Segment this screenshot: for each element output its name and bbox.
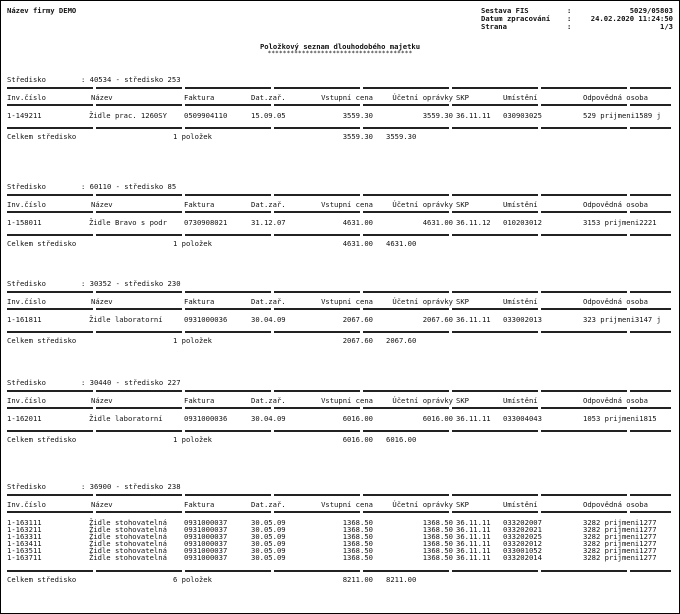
total-count: 1 položek	[173, 239, 212, 248]
cost-center-label: Středisko	[7, 279, 46, 288]
col-header-date: Dat.zař.	[251, 500, 286, 509]
row-person: 3282 prijmeni1277	[583, 539, 657, 548]
row-date: 30.05.09	[251, 525, 286, 534]
colon: :	[567, 22, 572, 31]
col-header-skp: SKP	[456, 200, 469, 209]
total-label: Celkem středisko	[7, 239, 77, 248]
row-name: Židle laboratorní	[89, 315, 163, 324]
row-invoice: 0931000037	[184, 539, 228, 548]
col-header-price: Vstupní cena	[321, 200, 373, 209]
col-header-skp: SKP	[456, 500, 469, 509]
col-header-person: Odpovědná osoba	[583, 297, 648, 306]
col-header-location: Umístění	[503, 396, 538, 405]
dashed-separator	[7, 430, 671, 432]
total-count: 1 položek	[173, 132, 212, 141]
row-name: Židle stohovatelná	[89, 532, 167, 541]
col-header-skp: SKP	[456, 93, 469, 102]
total-label: Celkem středisko	[7, 575, 77, 584]
row-location: 010203012	[503, 218, 542, 227]
date-label: Datum zpracování	[481, 14, 551, 23]
row-invoice: 0931000037	[184, 532, 228, 541]
col-header-depreciation: Účetní oprávky	[392, 93, 453, 102]
col-header-date: Dat.zař.	[251, 93, 286, 102]
row-inv-number: 1-149211	[7, 111, 42, 120]
row-invoice: 0931000037	[184, 553, 228, 562]
row-depreciation: 1368.50	[422, 532, 453, 541]
row-skp: 36.11.11	[456, 414, 491, 423]
row-person: 3282 prijmeni1277	[583, 532, 657, 541]
row-inv-number: 1-163511	[7, 546, 42, 555]
col-header-depreciation: Účetní oprávky	[392, 200, 453, 209]
col-header-name: Název	[91, 297, 113, 306]
total-depreciation: 3559.30	[386, 132, 417, 141]
row-name: Židle stohovatelná	[89, 525, 167, 534]
col-header-inv: Inv.číslo	[7, 396, 46, 405]
title-underline: **************************************	[267, 50, 413, 57]
row-location: 033002013	[503, 315, 542, 324]
dashed-separator	[7, 511, 671, 513]
row-skp: 36.11.11	[456, 525, 491, 534]
col-header-invoice: Faktura	[184, 500, 215, 509]
row-location: 033202007	[503, 518, 542, 527]
row-date: 30.04.09	[251, 315, 286, 324]
row-inv-number: 1-163211	[7, 525, 42, 534]
row-invoice: 0931000036	[184, 315, 228, 324]
row-date: 30.05.09	[251, 553, 286, 562]
row-name: Židle prac. 1260SY	[89, 111, 167, 120]
row-skp: 36.11.11	[456, 539, 491, 548]
dashed-separator	[7, 291, 671, 293]
dashed-separator	[7, 494, 671, 496]
total-label: Celkem středisko	[7, 132, 77, 141]
col-header-price: Vstupní cena	[321, 396, 373, 405]
row-person: 3153 prijmeni2221	[583, 218, 657, 227]
total-count: 1 položek	[173, 435, 212, 444]
row-person: 3282 prijmeni1277	[583, 525, 657, 534]
total-price: 4631.00	[342, 239, 373, 248]
cost-center-value: : 60110 - středisko 85	[81, 182, 177, 191]
page-number: 1/3	[660, 22, 673, 31]
col-header-location: Umístění	[503, 500, 538, 509]
row-inv-number: 1-163711	[7, 553, 42, 562]
row-price: 6016.00	[342, 414, 373, 423]
page-title: Položkový seznam dlouhodobého majetku	[259, 42, 421, 51]
total-depreciation: 2067.60	[386, 336, 417, 345]
row-invoice: 0730908021	[184, 218, 228, 227]
col-header-depreciation: Účetní oprávky	[392, 297, 453, 306]
col-header-skp: SKP	[456, 297, 469, 306]
col-header-name: Název	[91, 93, 113, 102]
col-header-person: Odpovědná osoba	[583, 93, 648, 102]
row-depreciation: 6016.00	[422, 414, 453, 423]
col-header-inv: Inv.číslo	[7, 93, 46, 102]
col-header-depreciation: Účetní oprávky	[392, 500, 453, 509]
row-skp: 36.11.12	[456, 218, 491, 227]
col-header-location: Umístění	[503, 297, 538, 306]
row-invoice: 0931000036	[184, 414, 228, 423]
row-depreciation: 1368.50	[422, 525, 453, 534]
cost-center-label: Středisko	[7, 378, 46, 387]
dashed-separator	[7, 570, 671, 572]
cost-center-label: Středisko	[7, 482, 46, 491]
col-header-date: Dat.zař.	[251, 200, 286, 209]
total-count: 1 položek	[173, 336, 212, 345]
row-price: 1368.50	[342, 525, 373, 534]
dashed-separator	[7, 390, 671, 392]
dashed-separator	[7, 331, 671, 333]
row-skp: 36.11.11	[456, 111, 491, 120]
row-invoice: 0931000037	[184, 525, 228, 534]
report-code: 5029/05803	[629, 6, 673, 15]
row-price: 1368.50	[342, 553, 373, 562]
row-depreciation: 1368.50	[422, 546, 453, 555]
row-inv-number: 1-158011	[7, 218, 42, 227]
dashed-separator	[7, 104, 671, 106]
row-inv-number: 1-163311	[7, 532, 42, 541]
row-skp: 36.11.11	[456, 532, 491, 541]
total-price: 3559.30	[342, 132, 373, 141]
col-header-name: Název	[91, 396, 113, 405]
company-name: Název firmy DEMO	[7, 6, 77, 15]
row-date: 30.05.09	[251, 539, 286, 548]
col-header-price: Vstupní cena	[321, 297, 373, 306]
cost-center-label: Středisko	[7, 75, 46, 84]
row-person: 323 prijmeni3147 j	[583, 315, 661, 324]
total-depreciation: 6016.00	[386, 435, 417, 444]
row-name: Židle stohovatelná	[89, 539, 167, 548]
col-header-skp: SKP	[456, 396, 469, 405]
row-inv-number: 1-163411	[7, 539, 42, 548]
total-label: Celkem středisko	[7, 435, 77, 444]
col-header-person: Odpovědná osoba	[583, 396, 648, 405]
col-header-invoice: Faktura	[184, 93, 215, 102]
row-date: 30.04.09	[251, 414, 286, 423]
col-header-name: Název	[91, 500, 113, 509]
row-location: 033202021	[503, 525, 542, 534]
row-invoice: 0931000037	[184, 518, 228, 527]
row-price: 1368.50	[342, 532, 373, 541]
row-depreciation: 3559.30	[422, 111, 453, 120]
total-depreciation: 8211.00	[386, 575, 417, 584]
total-price: 2067.60	[342, 336, 373, 345]
dashed-separator	[7, 407, 671, 409]
col-header-inv: Inv.číslo	[7, 500, 46, 509]
row-name: Židle stohovatelná	[89, 546, 167, 555]
cost-center-value: : 30440 - středisko 227	[81, 378, 181, 387]
col-header-invoice: Faktura	[184, 200, 215, 209]
total-count: 6 položek	[173, 575, 212, 584]
row-invoice: 0931000037	[184, 546, 228, 555]
row-location: 033202012	[503, 539, 542, 548]
total-price: 8211.00	[342, 575, 373, 584]
row-depreciation: 1368.50	[422, 553, 453, 562]
row-skp: 36.11.11	[456, 553, 491, 562]
dashed-separator	[7, 127, 671, 129]
row-depreciation: 1368.50	[422, 539, 453, 548]
row-price: 1368.50	[342, 518, 373, 527]
row-depreciation: 4631.00	[422, 218, 453, 227]
row-name: Židle stohovatelná	[89, 518, 167, 527]
col-header-depreciation: Účetní oprávky	[392, 396, 453, 405]
row-name: Židle stohovatelná	[89, 553, 167, 562]
row-depreciation: 2067.60	[422, 315, 453, 324]
col-header-name: Název	[91, 200, 113, 209]
dashed-separator	[7, 234, 671, 236]
row-date: 30.05.09	[251, 532, 286, 541]
col-header-person: Odpovědná osoba	[583, 200, 648, 209]
col-header-inv: Inv.číslo	[7, 297, 46, 306]
row-name: Židle Bravo s podr	[89, 218, 167, 227]
row-date: 30.05.09	[251, 518, 286, 527]
row-name: Židle laboratorní	[89, 414, 163, 423]
row-person: 3282 prijmeni1277	[583, 553, 657, 562]
row-price: 2067.60	[342, 315, 373, 324]
cost-center-value: : 36900 - středisko 238	[81, 482, 181, 491]
row-skp: 36.11.11	[456, 546, 491, 555]
row-person: 3282 prijmeni1277	[583, 518, 657, 527]
col-header-price: Vstupní cena	[321, 93, 373, 102]
cost-center-value: : 40534 - středisko 253	[81, 75, 181, 84]
row-location: 033004043	[503, 414, 542, 423]
row-skp: 36.11.11	[456, 315, 491, 324]
col-header-invoice: Faktura	[184, 396, 215, 405]
row-price: 4631.00	[342, 218, 373, 227]
colon: :	[567, 6, 572, 15]
dashed-separator	[7, 194, 671, 196]
row-location: 033001052	[503, 546, 542, 555]
row-location: 033202025	[503, 532, 542, 541]
row-price: 3559.30	[342, 111, 373, 120]
col-header-date: Dat.zař.	[251, 297, 286, 306]
col-header-person: Odpovědná osoba	[583, 500, 648, 509]
colon: :	[567, 14, 572, 23]
dashed-separator	[7, 211, 671, 213]
row-person: 3282 prijmeni1277	[583, 546, 657, 555]
row-inv-number: 1-163111	[7, 518, 42, 527]
col-header-inv: Inv.číslo	[7, 200, 46, 209]
page-label: Strana	[481, 22, 507, 31]
row-date: 31.12.07	[251, 218, 286, 227]
row-invoice: 0509904110	[184, 111, 228, 120]
row-inv-number: 1-162011	[7, 414, 42, 423]
col-header-date: Dat.zař.	[251, 396, 286, 405]
total-price: 6016.00	[342, 435, 373, 444]
row-price: 1368.50	[342, 546, 373, 555]
cost-center-label: Středisko	[7, 182, 46, 191]
row-skp: 36.11.11	[456, 518, 491, 527]
total-label: Celkem středisko	[7, 336, 77, 345]
total-depreciation: 4631.00	[386, 239, 417, 248]
row-person: 529 prijmeni1589 j	[583, 111, 661, 120]
col-header-location: Umístění	[503, 200, 538, 209]
col-header-invoice: Faktura	[184, 297, 215, 306]
row-person: 1053 prijmeni1815	[583, 414, 657, 423]
report-label: Sestava FIS	[481, 6, 529, 15]
row-price: 1368.50	[342, 539, 373, 548]
row-location: 033202014	[503, 553, 542, 562]
cost-center-value: : 30352 - středisko 230	[81, 279, 181, 288]
processing-date: 24.02.2020 11:24:50	[590, 14, 673, 23]
row-date: 30.05.09	[251, 546, 286, 555]
row-date: 15.09.05	[251, 111, 286, 120]
col-header-location: Umístění	[503, 93, 538, 102]
dashed-separator	[7, 308, 671, 310]
dashed-separator	[7, 87, 671, 89]
row-depreciation: 1368.50	[422, 518, 453, 527]
row-inv-number: 1-161811	[7, 315, 42, 324]
col-header-price: Vstupní cena	[321, 500, 373, 509]
row-location: 030903025	[503, 111, 542, 120]
